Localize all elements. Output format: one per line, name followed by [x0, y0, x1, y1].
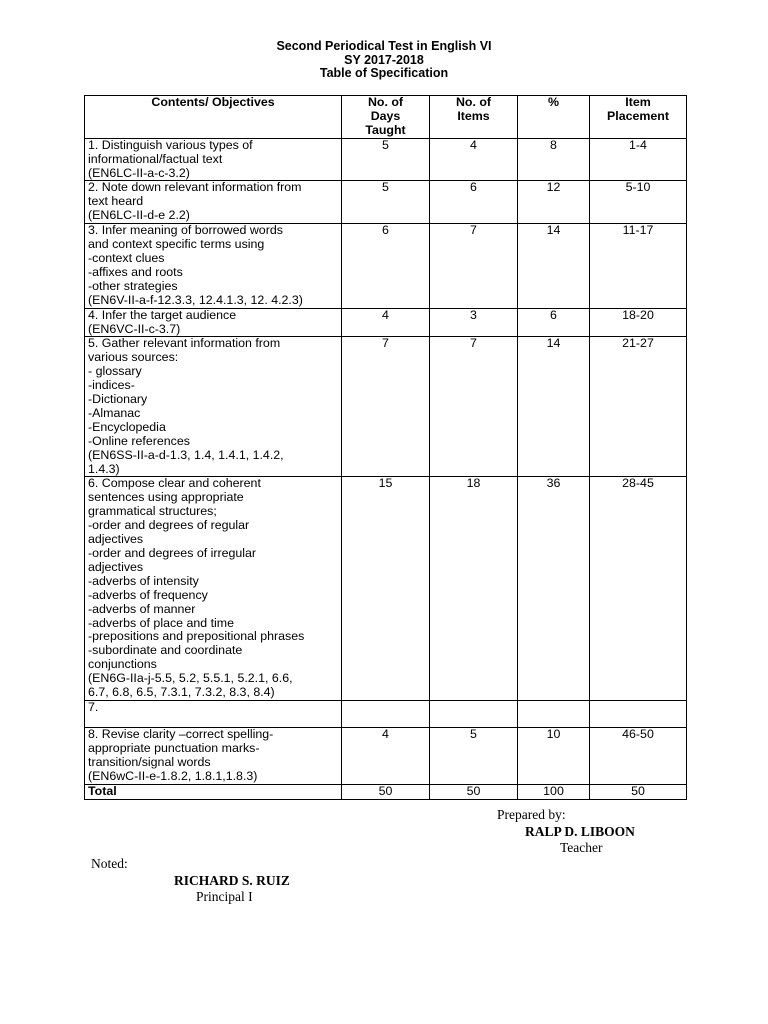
specification-table	[84, 95, 687, 800]
noted-label: Noted:	[91, 856, 128, 871]
title-line-3: Table of Specification	[319, 66, 449, 80]
table-row	[85, 308, 687, 337]
items-cell: 18	[430, 477, 518, 701]
days-cell: 15	[342, 477, 430, 701]
table-row	[85, 181, 687, 224]
objective-cell: 2. Note down relevant information from text heard (EN6LC-II-d-e 2.2)	[85, 181, 342, 224]
placement-cell: 5-10	[590, 181, 687, 224]
days-cell: 5	[342, 181, 430, 224]
objective-cell: 1. Distinguish various types of informational/factual text (EN6LC-II-a-c-3.2)	[85, 138, 342, 181]
percent-cell: 14	[518, 337, 590, 477]
header-objectives: Contents/ Objectives	[85, 96, 342, 139]
percent-cell: 14	[518, 224, 590, 308]
days-cell: 4	[342, 308, 430, 337]
table-row	[85, 337, 687, 477]
title-line-2: SY 2017-2018	[344, 52, 424, 67]
percent-cell: 8	[518, 138, 590, 181]
placement-cell: 28-45	[590, 477, 687, 701]
noter-role: Principal I	[196, 889, 253, 904]
items-cell: 5	[430, 727, 518, 784]
items-cell: 7	[430, 224, 518, 308]
items-cell	[430, 700, 518, 727]
placement-cell	[590, 700, 687, 727]
days-cell: 7	[342, 337, 430, 477]
header-percent: %	[518, 96, 590, 139]
table-row	[85, 224, 687, 308]
total-days: 50	[342, 784, 430, 799]
total-items: 50	[430, 784, 518, 799]
placement-cell: 1-4	[590, 138, 687, 181]
days-cell: 4	[342, 727, 430, 784]
percent-cell: 10	[518, 727, 590, 784]
days-cell	[342, 700, 430, 727]
objective-cell: 4. Infer the target audience (EN6VC-II-c-3.7)	[85, 308, 342, 337]
header-item-placement: Item Placement	[590, 96, 687, 139]
placement-cell: 46-50	[590, 727, 687, 784]
placement-cell: 11-17	[590, 224, 687, 308]
prepared-by-label: Prepared by:	[497, 807, 566, 822]
placement-cell: 21-27	[590, 337, 687, 477]
items-cell: 3	[430, 308, 518, 337]
items-cell: 4	[430, 138, 518, 181]
objective-cell: 3. Infer meaning of borrowed words and context specific terms using -context clues -affixes and roots -other strategies (EN6V-II-a-f-12.3.3, 12.4.1.3, 12. 4.2.3)	[85, 224, 342, 308]
items-cell: 7	[430, 337, 518, 477]
document-title	[0, 40, 768, 81]
noter-name: RICHARD S. RUIZ	[174, 873, 290, 888]
objective-cell: 6. Compose clear and coherent sentences using appropriate grammatical structures; -order and degrees of regular adjectives -order and degrees of irregular adjectives -adverbs of intensity -adverbs of frequency -adverbs of manner -adverbs of place and time -prepositions and prepositional phrases -subordinate and coordinate conjunctions (EN6G-IIa-j-5.5, 5.2, 5.5.1, 5.2.1, 6.6, 6.7, 6.8, 6.5, 7.3.1, 7.3.2, 8.3, 8.4)	[85, 477, 342, 701]
table-row	[85, 727, 687, 784]
total-placement: 50	[590, 784, 687, 799]
title-line-1: Second Periodical Test in English VI	[276, 39, 492, 53]
percent-cell	[518, 700, 590, 727]
items-cell: 6	[430, 181, 518, 224]
total-row	[85, 784, 687, 799]
days-cell: 5	[342, 138, 430, 181]
percent-cell: 12	[518, 181, 590, 224]
objective-cell: 5. Gather relevant information from various sources: - glossary -indices- -Dictionary -Almanac -Encyclopedia -Online references (EN6SS-II-a-d-1.3, 1.4, 1.4.1, 1.4.2, 1.4.3)	[85, 337, 342, 477]
placement-cell: 18-20	[590, 308, 687, 337]
header-no-items: No. of Items	[430, 96, 518, 139]
objective-cell: 7.	[85, 700, 342, 727]
preparer-role: Teacher	[560, 840, 603, 855]
days-cell: 6	[342, 224, 430, 308]
table-row	[85, 138, 687, 181]
percent-cell: 36	[518, 477, 590, 701]
preparer-name: RALP D. LIBOON	[525, 824, 635, 839]
total-label: Total	[85, 784, 342, 799]
table-row	[85, 700, 687, 727]
percent-cell: 6	[518, 308, 590, 337]
table-row	[85, 477, 687, 701]
header-days-taught: No. of Days Taught	[342, 96, 430, 139]
total-percent: 100	[518, 784, 590, 799]
table-header-row	[85, 96, 687, 139]
objective-cell: 8. Revise clarity –correct spelling- appropriate punctuation marks- transition/signal words (EN6wC-II-e-1.8.2, 1.8.1,1.8.3)	[85, 727, 342, 784]
